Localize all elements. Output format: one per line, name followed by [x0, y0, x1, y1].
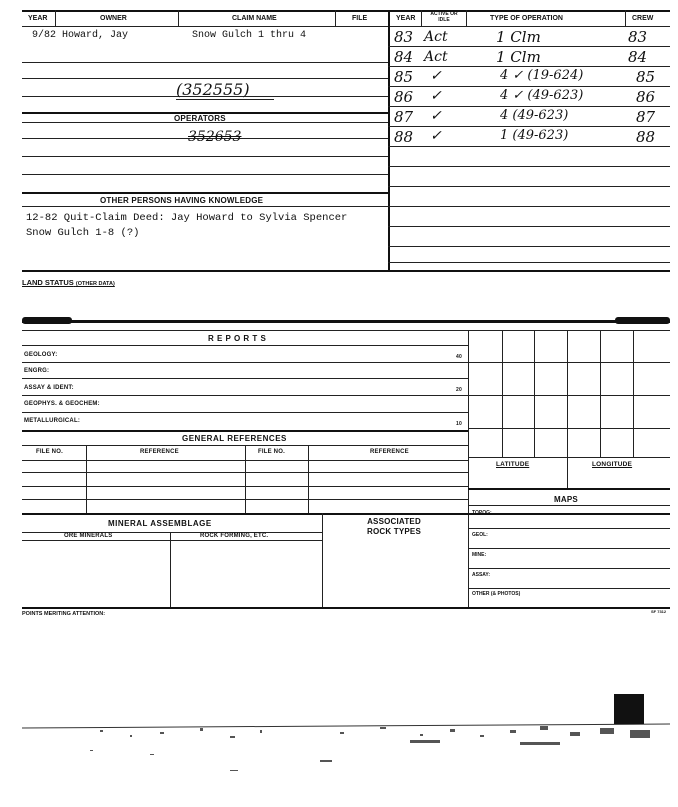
report-label: METALLURGICAL: [24, 418, 81, 424]
owner-entry: 9/82 Howard, Jay [32, 30, 129, 41]
section-divider [22, 320, 670, 323]
op-type: 4 ✓ (19-624) [500, 68, 584, 83]
op-crew: 88 [636, 128, 656, 146]
op-status: Act [424, 49, 448, 65]
op-crew: 87 [636, 108, 656, 126]
rock-forming-label: ROCK FORMING, ETC. [200, 533, 269, 539]
reports-title: R E P O R T S [208, 334, 267, 343]
op-year: 86 [394, 88, 414, 106]
quitclaim-line-1: 12-82 Quit-Claim Deed: Jay Howard to Sylvia Spencer [26, 212, 348, 224]
ref-col-reference-2: REFERENCE [370, 449, 409, 455]
ref-col-reference-1: REFERENCE [140, 449, 179, 455]
other-persons-label: OTHER PERSONS HAVING KNOWLEDGE [100, 196, 264, 205]
header-year: YEAR [28, 15, 48, 22]
op-year: 83 [394, 28, 414, 46]
divider-cap-left [22, 317, 72, 324]
map-row-label: GEOL: [472, 532, 488, 538]
claim-entry: Snow Gulch 1 thru 4 [192, 30, 307, 41]
op-year: 87 [394, 108, 414, 126]
report-label: GEOPHYS. & GEOCHEM: [24, 401, 100, 407]
points-meriting-label: POINTS MERITING ATTENTION: [22, 611, 106, 617]
general-references-title: GENERAL REFERENCES [182, 434, 287, 443]
land-status-subtitle: (OTHER DATA) [75, 281, 115, 287]
op-type: 1 Clm [496, 28, 541, 46]
latitude-label: LATITUDE [496, 461, 530, 468]
operators-label: OPERATORS [174, 114, 226, 123]
op-status: ✓ [430, 88, 442, 104]
lat-long-divider [567, 457, 568, 488]
header-type-of-operation: TYPE OF OPERATION [490, 15, 563, 22]
header-owner: OWNER [100, 15, 127, 22]
op-crew: 84 [628, 48, 648, 66]
op-year: 88 [394, 128, 414, 146]
maps-title: MAPS [554, 495, 578, 504]
scan-noise [0, 680, 678, 807]
longitude-label: LONGITUDE [592, 461, 633, 468]
report-number: 10 [456, 421, 462, 427]
map-row-label: MINE: [472, 552, 487, 558]
op-crew: 86 [636, 88, 656, 106]
op-status: ✓ [430, 108, 442, 124]
ref-col-file-no-1: FILE NO. [36, 449, 63, 455]
land-status-title: LAND STATUS [22, 278, 74, 287]
op-status: ✓ [430, 128, 442, 144]
header-file: FILE [352, 15, 368, 22]
handwritten-operator-number: 352653 [188, 129, 242, 145]
op-type: 1 Clm [496, 48, 541, 66]
op-status: Act [424, 29, 448, 45]
op-type: 1 (49-623) [500, 128, 569, 143]
op-crew: 85 [636, 68, 656, 86]
report-number: 20 [456, 387, 462, 393]
ref-col-file-no-2: FILE NO. [258, 449, 285, 455]
associated-rock-types-label: ASSOCIATED ROCK TYPES [366, 517, 421, 536]
file-number-underline [176, 99, 274, 100]
header-year-2: YEAR [396, 15, 416, 22]
header-claim-name: CLAIM NAME [232, 15, 277, 22]
report-label: ASSAY & IDENT: [24, 385, 74, 391]
header-active-or-idle: ACTIVE OR IDLE [430, 11, 458, 23]
op-year: 85 [394, 68, 414, 86]
map-row-label: ASSAY: [472, 572, 491, 578]
report-number: 40 [456, 354, 462, 360]
map-row-label: TOPOG: [472, 510, 492, 516]
op-year: 84 [394, 48, 414, 66]
report-label: ENGRG: [24, 368, 50, 374]
mineral-assemblage-title: MINERAL ASSEMBLAGE [108, 519, 212, 528]
map-row-label: OTHER (& PHOTOS) [472, 591, 521, 597]
ore-minerals-label: ORE MINERALS [64, 533, 113, 539]
op-status: ✓ [430, 68, 442, 84]
report-label: GEOLOGY: [24, 352, 58, 358]
op-crew: 83 [628, 28, 648, 46]
land-status-label [22, 278, 115, 287]
op-type: 4 (49-623) [500, 108, 569, 123]
quitclaim-line-2: Snow Gulch 1-8 (?) [26, 227, 140, 239]
form-number: SF 7312 [651, 609, 667, 614]
divider-cap-right [615, 317, 670, 324]
header-crew: CREW [632, 15, 654, 22]
op-type: 4 ✓ (49-623) [500, 88, 584, 103]
handwritten-file-number: (352555) [176, 80, 250, 99]
